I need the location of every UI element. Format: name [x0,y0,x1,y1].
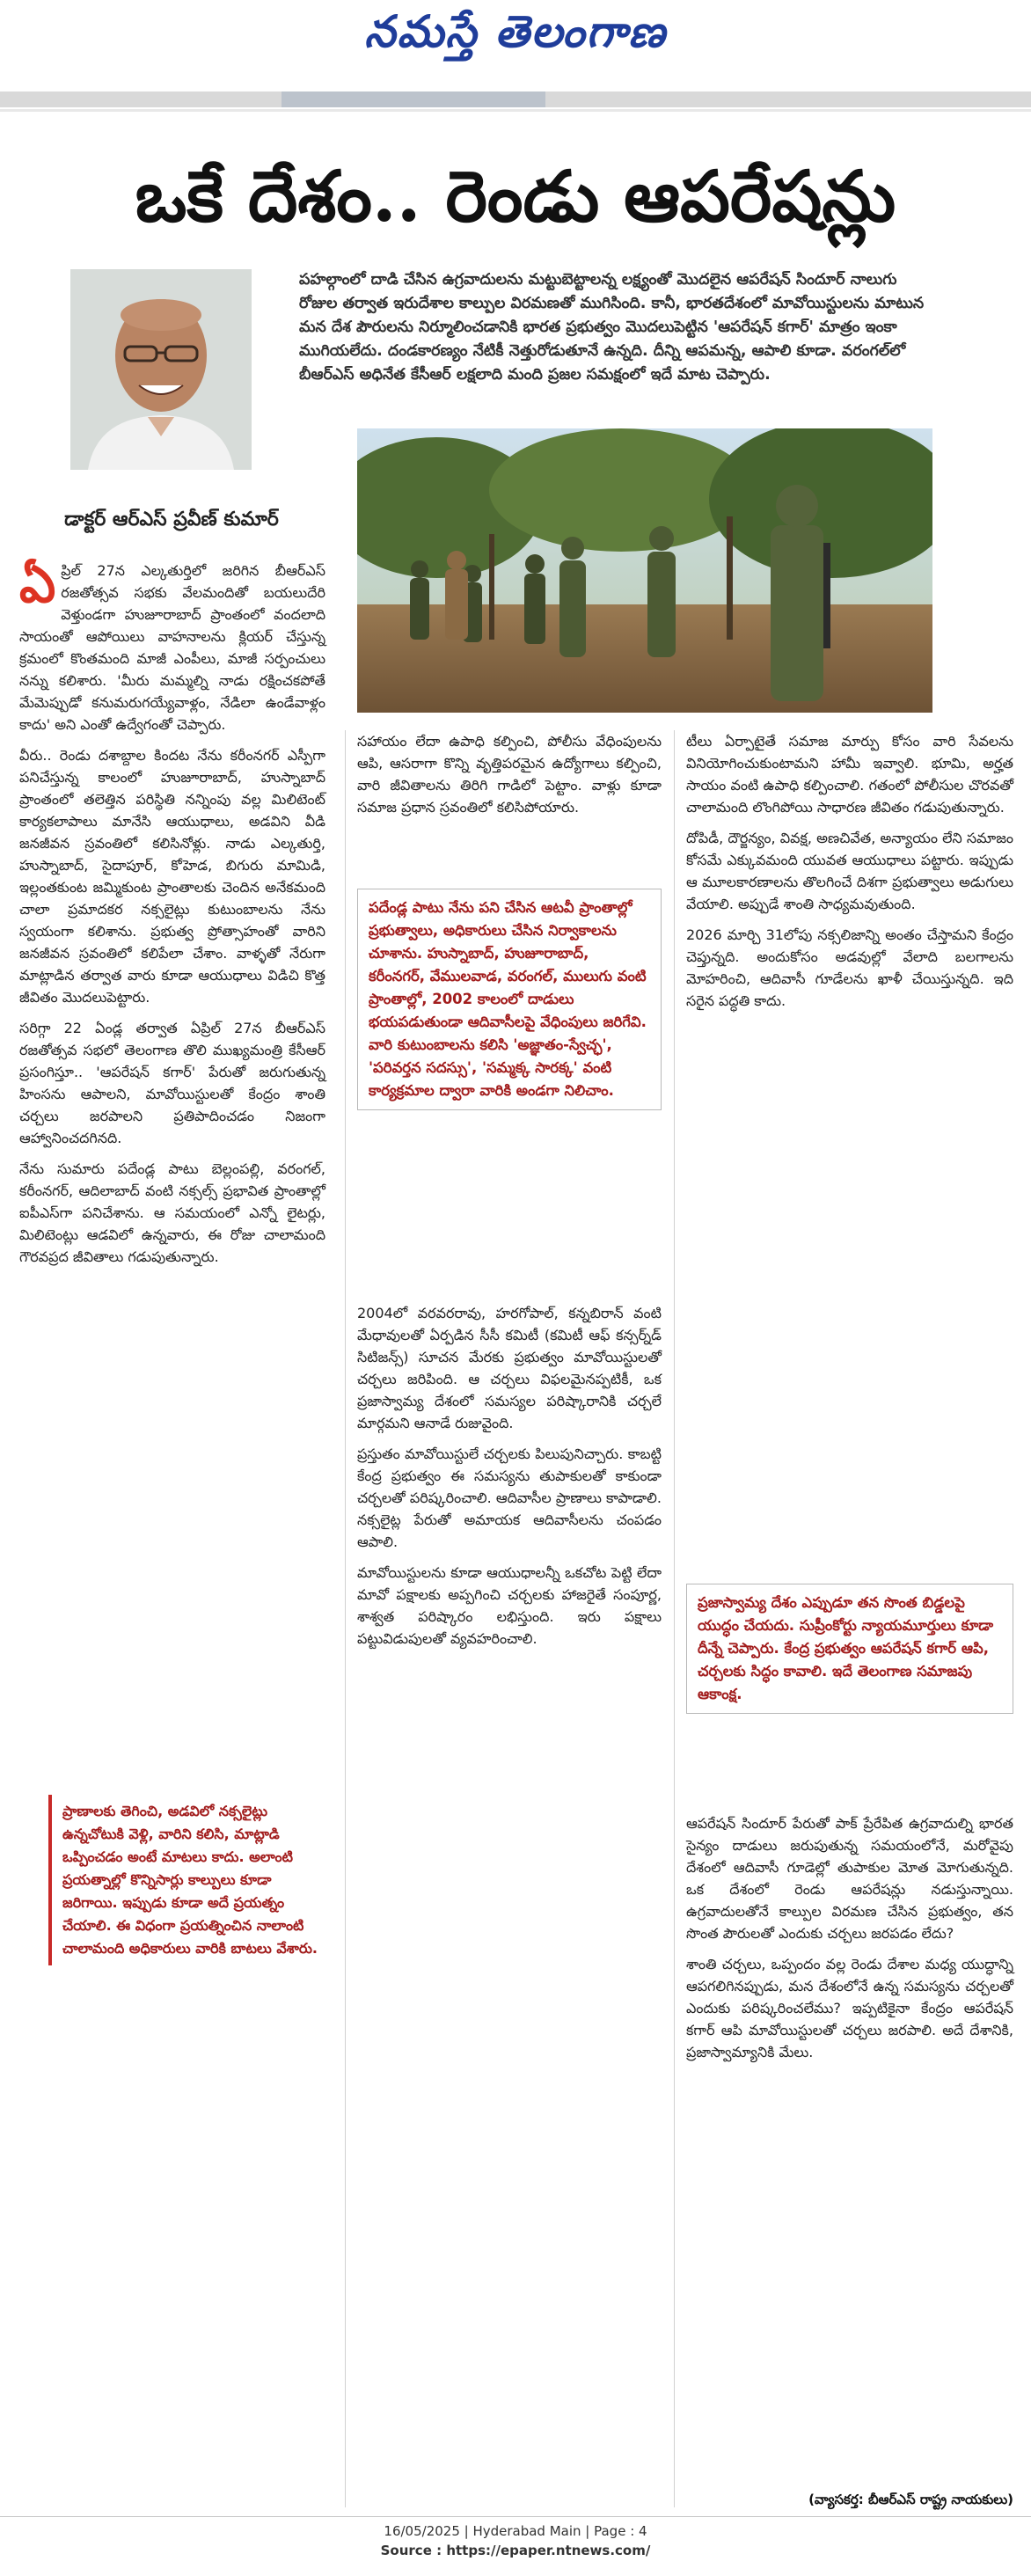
author-portrait-illustration [70,269,252,470]
headline: ఒకే దేశం.. రెండు ఆపరేషన్లు [135,155,896,238]
masthead-divider-thin [0,109,1031,112]
article-paragraph: టీలు ఏర్పాటైతే సమాజ మార్పు కోసం వారి సేవలను వినియోగించుకుంటామని హామీ ఇవ్వాలి. భూమి, అర్హత సాయం వంటి ఉపాధి కల్పించాలి. గతంలో పోలీసుల చొరవతో చాలామంది లొంగిపోయి సాధారణ జీవితం గడుపుతున్నారు. [686,733,1013,816]
article-paragraph [19,554,325,735]
author-byline: డాక్టర్ ఆర్ఎస్ ప్రవీణ్ కుమార్ [64,509,279,531]
column-3-continued [686,1812,1013,2072]
pull-quote-2: పదేండ్ల పాటు నేను పని చేసిన ఆటవీ ప్రాంతాల్లో ప్రభుత్వాలు, అధికారులు చేసిన నిర్వాకాలను చూశాను. హుస్నాబాద్, హుజూరాబాద్, కరీంనగర్, వేములవాడ, వరంగల్, ములుగు వంటి ప్రాంతాల్లో, 2002 కాలంలో దాడులు భయపడుతుండా ఆదివాసీలపై వేధింపులు జరిగేవి. వారి కుటుంబాలను కలిసి 'అజ్ఞాతం-స్వేచ్ఛ', 'పరివర్తన సదస్సు', 'సమ్మక్క సారక్క' వంటి కార్యక్రమాల ద్వారా వారికి అండగా నిలిచాం. [357,889,662,1110]
drop-cap: ఏ [19,554,56,614]
masthead-logo: నమస్తే తెలంగాణ [364,5,667,57]
main-photo [357,428,932,713]
article-paragraph: నేను సుమారు పదేండ్ల పాటు బెల్లంపల్లి, వరంగల్, కరీంనగర్, ఆదిలాబాద్ వంటి నక్సల్స్ ప్రభావిత ప్రాంతాల్లో ఐపీఎస్‌గా పనిచేశాను. ఆ సమయంలో ఎన్నో లైటర్లు, మిలిటెంట్లు ఆడవిలో ఉన్నవారు, ఈ రోజు చాలామంది గౌరవప్రద జీవితాలు గడుపుతున్నారు. [19,1160,325,1265]
column-3 [686,730,1013,1021]
column-divider [674,730,675,2507]
article-paragraph: 2026 మార్చి 31లోపు నక్సలిజాన్ని అంతం చేస్తామని కేంద్రం చెప్తున్నది. అందుకోసం అడవుల్లో వేలాది బలగాలను మోహరించి, ఆదివాసీ గూడేలను ఖాళీ చేయిస్తున్నది. ఇది సరైన పద్ధతి కాదు. [686,926,1013,1009]
article-paragraph: సహాయం లేదా ఉపాధి కల్పించి, పోలీసు వేధింపులను ఆపి, ఆసరాగా కొన్ని వృత్తిపరమైన ఉద్యోగాలు కల్పించి, వారి జీవితాలను తిరిగి గాడిలో పెట్టాం. వాళ్లు కూడా సమాజ ప్రధాన స్రవంతిలో కలిసిపోయారు. [357,733,662,816]
author-signature: (వ్యాసకర్త: బీఆర్ఎస్ రాష్ట్ర నాయకులు) [808,2492,1013,2507]
article-paragraph: దోపిడీ, దౌర్జన్యం, వివక్ష, అణచివేత, అన్యాయం లేని సమాజం కోసమే ఎక్కువమంది యువత ఆయుధాలు పట్టారు. ఇప్పుడు ఆ మూలకారణాలను తొలగించే దిశగా ప్రభుత్వాలు అడుగులు వేయాలి. అప్పుడే శాంతి సాధ్యమవుతుంది. [686,830,1013,912]
article-paragraph: వీరు.. రెండు దశాబ్దాల కిందట నేను కరీంనగర్ ఎస్పీగా పనిచేస్తున్న కాలంలో హుజూరాబాద్, హుస్నాబాద్ ప్రాంతంలో తలెత్తిన పరిస్థితి నన్నింపు వల్ల మిలిటెంట్ కార్యకలాపాలు మానేసి ఆయుధాలు, అడవిని వీడి జనజీవన స్రవంతిలో కలిసినోళ్లు. నాడు ఎల్కతుర్తి, హుస్నాబాద్, సైదాపూర్, కోహెడ, బిగురు మామిడి, ఇల్లంతకుంట జమ్మికుంట ప్రాంతాలకు చెందిన అనేకమంది చాలా ప్రమాదకర నక్సలైట్లు కుటుంబాలను నేను స్వయంగా కలిశాను. ప్రభుత్వ ప్రోత్సాహంతో వారిని జనజీవన స్రవంతిలో కలిపేలా చేశాం. వాళ్ళతో నేరుగా మాట్లాడిన తర్వాత వారు కూడా ఆయుధాలు విడిచి కొత్త జీవితం మొదలుపెట్టారు. [19,747,325,1006]
pull-quote-3: ప్రజాస్వామ్య దేశం ఎప్పుడూ తన సొంత బిడ్డలపై యుద్ధం చేయదు. సుప్రీంకోర్టు న్యాయమూర్తులు కూడా దీన్నే చెప్పారు. కేంద్ర ప్రభుత్వం ఆపరేషన్ కగార్ ఆపి, చర్చలకు సిద్ధం కావాలి. ఇదే తెలంగాణ సమాజపు ఆకాంక్ష. [686,1584,1013,1714]
paragraph-text: ప్రిల్ 27న ఎల్కతుర్తిలో జరిగిన బీఆర్ఎస్ రజతోత్సవ సభకు వేలమందితో బయలుదేరి వెళ్తుండగా హుజూరాబాద్ ప్రాంతంలో వందలాది సాయంతో ఆపోయిలు వాహనాలను క్లియర్ చేస్తున్న క్రమంలో కొంతమంది మాజీ ఎంపీలు, మాజీ సర్పంచులు నన్ను కలిశారు. 'మీరు మమ్మల్ని నాడు రక్షించకపోతే మేమెప్పుడో కనుమరుగయ్యేవాళ్లం, నేడిలా ఉండేవాళ్లం కాదు' అని ఎంతో ఉద్వేగంతో చెప్పారు. [19,562,325,733]
page-footer [0,2521,1031,2560]
masthead-divider-accent [282,91,545,107]
article-paragraph: మావోయిస్టులను కూడా ఆయుధాలన్నీ ఒకచోట పెట్టి లేదా మావో పక్షాలకు అప్పగించి చర్చలకు హాజరైతే సంపూర్ణ, శాశ్వత పరిష్కారం లభిస్తుంది. ఇరు పక్షాలు పట్టువిడుపులతో వ్యవహరించాలి. [357,1564,662,1647]
column-2-continued [357,1302,662,1658]
column-divider [345,730,346,2507]
article-intro: పహల్గాంలో దాడి చేసిన ఉగ్రవాదులను మట్టుబెట్టాలన్న లక్ష్యంతో మొదలైన ఆపరేషన్ సిందూర్ నాలుగు రోజుల తర్వాత ఇరుదేశాల కాల్పుల విరమణతో ముగిసింది. కానీ, భారతదేశంలో మావోయిస్టులను మాటున మన దేశ పౌరులను నిర్మూలించడానికి భారత ప్రభుత్వం మొదలుపెట్టిన 'ఆపరేషన్ కగార్' మాత్రం ఇంకా ముగియలేదు. దండకారణ్యం నేటికీ నెత్తురోడుతూనే ఉన్నది. దీన్ని ఆపమన్న, ఆపాలి కూడా. వరంగల్‌లో బీఆర్ఎస్ అధినేత కేసీఆర్ లక్షలాది మంది ప్రజల సమక్షంలో ఇదే మాట చెప్పారు. [299,271,925,384]
footer-date-edition: 16/05/2025 | Hyderabad Main | Page : 4 [384,2523,647,2539]
footer-divider [0,2516,1031,2517]
footer-source-link[interactable]: Source : https://epaper.ntnews.com/ [380,2543,651,2558]
article-paragraph: శాంతి చర్చలు, ఒప్పందం వల్ల రెండు దేశాల మధ్య యుద్ధాన్ని ఆపగలిగినప్పుడు, మన దేశంలోనే ఉన్న సమస్యను చర్చలతో ఎందుకు పరిష్కరించలేము? ఇప్పటికైనా కేంద్రం ఆపరేషన్ కగార్ ఆపి మావోయిస్టులతో చర్చలు జరపాలి. అదే దేశానికి, ప్రజాస్వామ్యానికి మేలు. [686,1956,1013,2060]
pull-quote-1: ప్రాణాలకు తెగించి, అడవిలో నక్సలైట్లు ఉన్నచోటుకి వెళ్లి, వారిని కలిసి, మాట్లాడి ఒప్పించడం అంటే మాటలు కాదు. అలాంటి ప్రయత్నాల్లో కొన్నిసార్లు కాల్పులు కూడా జరిగాయి. ఇప్పుడు కూడా అదే ప్రయత్నం చేయాలి. ఈ విధంగా ప్రయత్నించిన నాలాంటి చాలామంది అధికారులు వారికి బాటలు వేశారు. [48,1795,335,1965]
column-1 [19,554,325,1277]
article-paragraph: ఆపరేషన్ సిందూర్ పేరుతో పాక్ ప్రేరేపిత ఉగ్రవాదుల్ని భారత సైన్యం దాడులు జరుపుతున్న సమయంలోనే, మరోవైపు దేశంలో ఆదివాసీ గూడెల్లో తుపాకుల మోత మోగుతున్నది. ఒక దేశంలో రెండు ఆపరేషన్లు నడుస్తున్నాయి. ఉగ్రవాదులతోనే కాల్పుల విరమణ చేసిన ప్రభుత్వం, తన సొంత పౌరులతో ఎందుకు చర్చలు జరపడం లేదు? [686,1815,1013,1942]
author-photo [70,269,252,470]
forest-soldiers-illustration [357,428,932,713]
article-paragraph: ప్రస్తుతం మావోయిస్టులే చర్చలకు పిలుపునిచ్చారు. కాబట్టి కేంద్ర ప్రభుత్వం ఈ సమస్యను తుపాకులతో కాకుండా చర్చలతో పరిష్కరించాలి. ఆదివాసీల ప్రాణాలు కాపాడాలి. నక్సలైట్ల పేరుతో అమాయక ఆదివాసీలను చంపడం ఆపాలి. [357,1445,662,1550]
article-paragraph: సరిగ్గా 22 ఏండ్ల తర్వాత ఏప్రిల్ 27న బీఆర్ఎస్ రజతోత్సవ సభలో తెలంగాణ తొలి ముఖ్యమంత్రి కేసీఆర్ ప్రసంగిస్తూ.. 'ఆపరేషన్ కగార్' పేరుతో జరుగుతున్న హింసను ఆపాలని, మావోయిస్టులతో కేంద్రం శాంతి చర్చలు జరపాలని ప్రతిపాదించడం నిజంగా ఆహ్వానించదగినది. [19,1020,325,1146]
column-2 [357,730,662,827]
article-paragraph: 2004లో వరవరరావు, హరగోపాల్, కన్నబిరాన్ వంటి మేధావులతో ఏర్పడిన సీసీ కమిటీ (కమిటీ ఆఫ్ కన్సర్న్‌డ్ సిటిజన్స్) సూచన మేరకు ప్రభుత్వం మావోయిస్టులతో చర్చలు జరిపింది. ఆ చర్చలు విఫలమైనప్పటికీ, ఒక ప్రజాస్వామ్య దేశంలో సమస్యల పరిష్కారానికి చర్చలే మార్గమని ఆనాడే రుజువైంది. [357,1305,662,1431]
